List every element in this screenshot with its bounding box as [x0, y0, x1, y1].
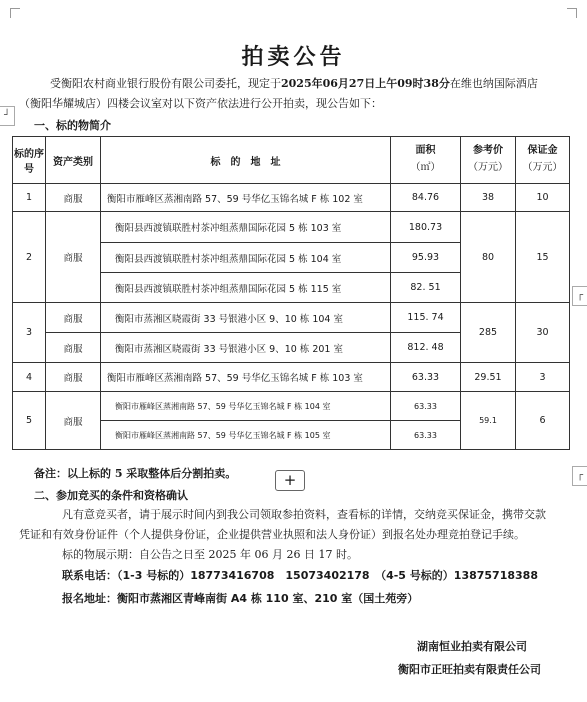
lot-address: 衡阳市雁峰区蒸湘南路 57、59 号华亿玉锦名城 F 栋 102 室: [101, 184, 391, 212]
header-unit: （㎡）: [410, 161, 441, 173]
asset-type: 商服: [46, 303, 101, 333]
lot-area: 82. 51: [391, 273, 461, 303]
lot-area: 84.76: [391, 184, 461, 212]
lot-area: 812. 48: [391, 333, 461, 363]
lot-index: 3: [13, 303, 46, 363]
table-row: [13, 303, 570, 333]
intro-paragraph-cont: （衡阳华耀城店）四楼会议室对以下资产依法进行公开拍卖，现公告如下：: [19, 97, 382, 110]
display-period: 标的物展示期：自公告之日至 2025 年 06 月 26 日 17 时。: [62, 548, 358, 561]
ref-price: 59.1: [461, 392, 516, 450]
left-margin-tab-icon[interactable]: ┘: [0, 106, 15, 126]
company-name-1: 湖南恒业拍卖有限公司: [417, 640, 527, 653]
lot-address: 衡阳市雁峰区蒸湘南路 57、59 号华亿玉锦名城 F 栋 105 室: [101, 421, 391, 450]
table-note: 备注：以上标的 5 采取整体后分割拍卖。: [34, 467, 237, 480]
intro-paragraph: 受衡阳农村商业银行股份有限公司委托，现定于2025年06月27日上午09时38分在维也纳国际酒店: [50, 77, 538, 90]
table-header-row: [13, 137, 570, 184]
table-row: [13, 392, 570, 421]
lots-table: [12, 136, 570, 450]
asset-type: 商服: [46, 212, 101, 303]
lot-area: 63.33: [391, 363, 461, 392]
lot-area: 63.33: [391, 392, 461, 421]
header-area: 面积 （㎡）: [391, 137, 461, 184]
table-row: [13, 363, 570, 392]
right-margin-tab-icon[interactable]: ┌: [572, 286, 587, 306]
asset-type: 商服: [46, 392, 101, 450]
lot-address: 衡阳县西渡镇联胜村茶冲组蒸鼎国际花园 5 栋 103 室: [101, 212, 391, 243]
lot-area: 115. 74: [391, 303, 461, 333]
deposit: 3: [516, 363, 570, 392]
header-ref-price: 参考价 （万元）: [461, 137, 516, 184]
lot-index: 4: [13, 363, 46, 392]
lot-index: 1: [13, 184, 46, 212]
lot-index: 5: [13, 392, 46, 450]
asset-type: 商服: [46, 363, 101, 392]
header-index: 标的序号: [13, 137, 46, 184]
registration-address: 报名地址：衡阳市蒸湘区青峰南街 A4 栋 110 室、210 室（国土苑旁）: [62, 592, 419, 605]
header-unit: （万元）: [522, 161, 563, 173]
table-row: [13, 212, 570, 243]
header-type: 资产类别: [46, 137, 101, 184]
table-row: [13, 184, 570, 212]
lot-address: 衡阳市雁峰区蒸湘南路 57、59 号华亿玉锦名城 F 栋 104 室: [101, 392, 391, 421]
ref-price: 285: [461, 303, 516, 363]
lot-index: 2: [13, 212, 46, 303]
contact-phone: 联系电话：（1-3 号标的）18773416708 15073402178 （4-5 号标的）13875718388: [62, 569, 538, 582]
lot-area: 180.73: [391, 212, 461, 243]
asset-type: 商服: [46, 184, 101, 212]
lot-area: 63.33: [391, 421, 461, 450]
company-name-2: 衡阳市正旺拍卖有限责任公司: [398, 663, 541, 676]
lot-address: 衡阳县西渡镇联胜村茶冲组蒸鼎国际花园 5 栋 104 室: [101, 243, 391, 273]
right-margin-tab-icon[interactable]: ┌: [572, 466, 587, 486]
document-title: 拍卖公告: [241, 44, 346, 70]
lot-address: 衡阳市雁峰区蒸湘南路 57、59 号华亿玉锦名城 F 栋 103 室: [101, 363, 391, 392]
ref-price: 29.51: [461, 363, 516, 392]
conditions-paragraph-cont: 凭证和有效身份证件（个人提供身份证，企业提供营业执照和法人身份证）到报名处办理竞拍登记手续。: [19, 528, 525, 541]
deposit: 6: [516, 392, 570, 450]
page-corner-mark: [10, 8, 20, 18]
lot-address: 衡阳县西渡镇联胜村茶冲组蒸鼎国际花园 5 栋 115 室: [101, 273, 391, 303]
section-heading-1: 一、标的物简介: [34, 119, 111, 132]
section-heading-2: 二、参加竞买的条件和资格确认: [34, 489, 188, 502]
header-unit: （万元）: [468, 161, 508, 173]
deposit: 10: [516, 184, 570, 212]
deposit: 30: [516, 303, 570, 363]
asset-type: 商服: [46, 333, 101, 363]
lot-address: 衡阳市蒸湘区晓霞街 33 号银港小区 9、10 栋 201 室: [101, 333, 391, 363]
conditions-paragraph: 凡有意竞买者，请于展示时间内到我公司领取参拍资料，查看标的详情，交纳竞买保证金，携带交款: [62, 508, 546, 521]
add-row-button[interactable]: +: [275, 470, 305, 491]
header-address: 标 的 地 址: [101, 137, 391, 184]
header-deposit: 保证金 （万元）: [516, 137, 570, 184]
page-corner-mark: [567, 8, 577, 18]
lot-address: 衡阳市蒸湘区晓霞街 33 号银港小区 9、10 栋 104 室: [101, 303, 391, 333]
lot-area: 95.93: [391, 243, 461, 273]
ref-price: 80: [461, 212, 516, 303]
ref-price: 38: [461, 184, 516, 212]
deposit: 15: [516, 212, 570, 303]
